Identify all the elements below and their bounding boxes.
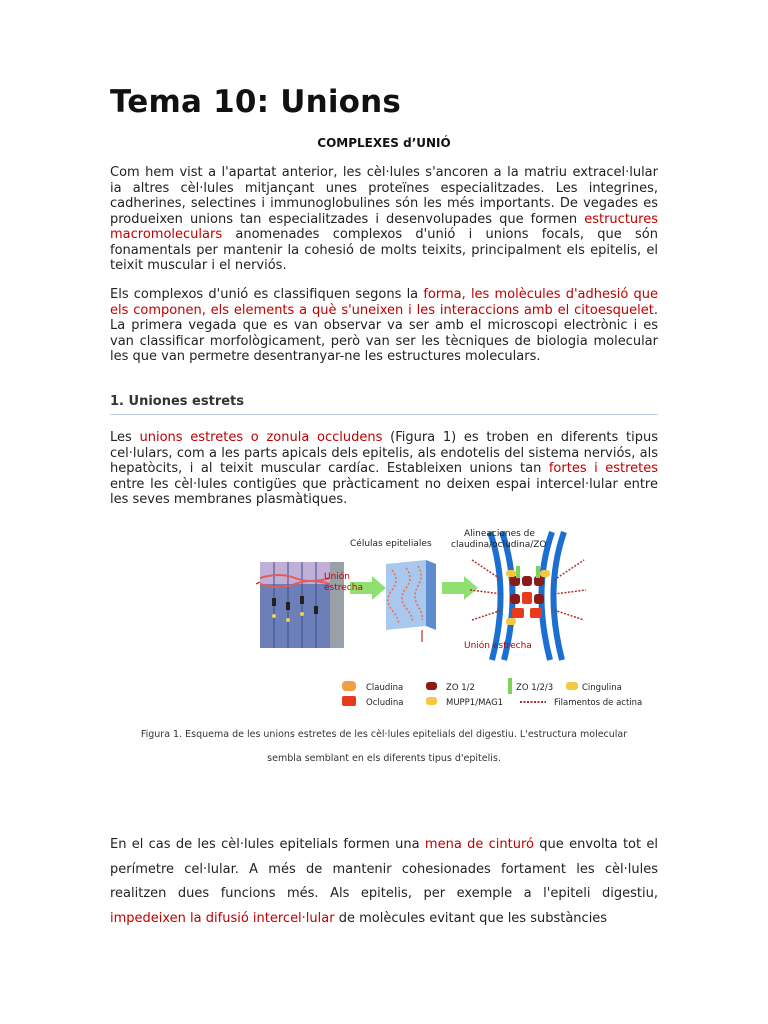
- highlight-text: unions estretes o zonula occludens: [139, 430, 383, 445]
- figure-legend: [342, 678, 642, 708]
- section-heading: 1. Uniones estrets: [110, 394, 244, 409]
- text-run: de molècules evitant que les substàncies: [334, 910, 608, 926]
- tight-junction-diagram: [210, 520, 660, 715]
- figure-caption: sembla semblant en els diferents tipus d'epitelis.: [267, 753, 501, 764]
- legend-zo12: ZO 1/2: [446, 683, 475, 693]
- mupp-swatch: [426, 697, 437, 705]
- figure-label-cells: Células epiteliales: [350, 539, 432, 549]
- figure-label-union-bottom: Unión estrecha: [464, 641, 532, 651]
- legend-cingulina: Cingulina: [582, 683, 622, 693]
- arrow-icon: [442, 576, 478, 600]
- claudina-swatch: [342, 681, 356, 691]
- figure-label-union: estrecha: [324, 583, 363, 593]
- text-run: Els complexos d'unió es classifiquen segons la: [110, 287, 424, 302]
- figure-label-alignment: Alineaciones de: [464, 529, 535, 539]
- paragraph-epithelial: [110, 833, 658, 931]
- highlight-text: fortes i estretes: [548, 461, 658, 476]
- figure-label-alignment: claudina/ocludina/ZO: [451, 540, 547, 550]
- text-run: Les: [110, 430, 140, 445]
- legend-claudina: Claudina: [366, 683, 404, 693]
- legend-ocludina: Ocludina: [366, 698, 404, 708]
- cingulina-swatch: [566, 682, 578, 690]
- legend-actina: Filamentos de actina: [554, 698, 643, 708]
- zo123-swatch: [508, 678, 512, 694]
- text-run: En el cas de les cèl·lules epitelials formen una: [110, 837, 425, 852]
- text-run: entre les cèl·lules contigües que pràcticament no deixen espai intercel·lular entre les seves membranes plasmàtiques.: [110, 476, 658, 507]
- zo12-swatch: [426, 682, 437, 690]
- paragraph-classification: [110, 287, 658, 365]
- highlight-text: estructures macromoleculars: [110, 211, 658, 242]
- text-run: anomenades complexos d'unió i unions focals, que són fonamentals per mantenir la cohesió de molts teixits, principalment els epitelis, el teixit muscular i el nerviós.: [110, 227, 658, 273]
- paragraph-intro: [110, 165, 658, 274]
- legend-mupp: MUPP1/MAG1: [446, 698, 504, 708]
- text-run: (Figura 1) es troben en diferents tipus cel·lulars, com a les parts apicals dels epitelis, als endotelis del sistema nerviós, als hepatòcits, i al teixit muscular cardíac. Estableixen unions tan: [110, 430, 658, 476]
- claudin-alignment-illustration: [386, 560, 436, 642]
- text-run: . La primera vegada que es van observar va ser amb el microscopi electrònic i es van classificar morfològicament, però van ser les tècniques de biologia molecular les que van permetre desentranyar-ne les estructures moleculars.: [110, 302, 658, 364]
- section-divider: [110, 414, 658, 415]
- page-title: Tema 10: Unions: [110, 84, 402, 120]
- paragraph-tight-junctions: [110, 430, 658, 508]
- text-run: Com hem vist a l'apartat anterior, les cèl·lules s'ancoren a la matriu extracel·lular ia altres cèl·lules mitjançant unes proteïnes especialitzades. Les integrines, cadherines, selectines i immunoglobulines són les més importants. De vegades es produeixen unions tan especialitzades i desenvolupades que formen: [110, 165, 658, 227]
- highlight-text: forma, les molècules d'adhesió que els componen, els elements a què s'uneixen i les interaccions amb el citoesquelet: [110, 287, 658, 318]
- highlight-text: mena de cinturó: [424, 837, 534, 852]
- text-run: que envolta tot el perímetre cel·lular. A més de mantenir cohesionades fortament les cèl·lules realitzen dues funcions més. Als epitelis, per exemple a l'epiteli digestiu,: [110, 837, 659, 901]
- figure-label-union: Unión: [324, 572, 351, 582]
- section-subtitle: COMPLEXES d’UNIÓ: [317, 136, 451, 150]
- highlight-text: impedeixen la difusió intercel·lular: [110, 910, 335, 926]
- legend-zo123: ZO 1/2/3: [516, 683, 554, 693]
- ocludina-swatch: [342, 696, 356, 706]
- figure-caption: Figura 1. Esquema de les unions estretes de les cèl·lules epitelials del digestiu. L'estructura molecular: [140, 729, 628, 740]
